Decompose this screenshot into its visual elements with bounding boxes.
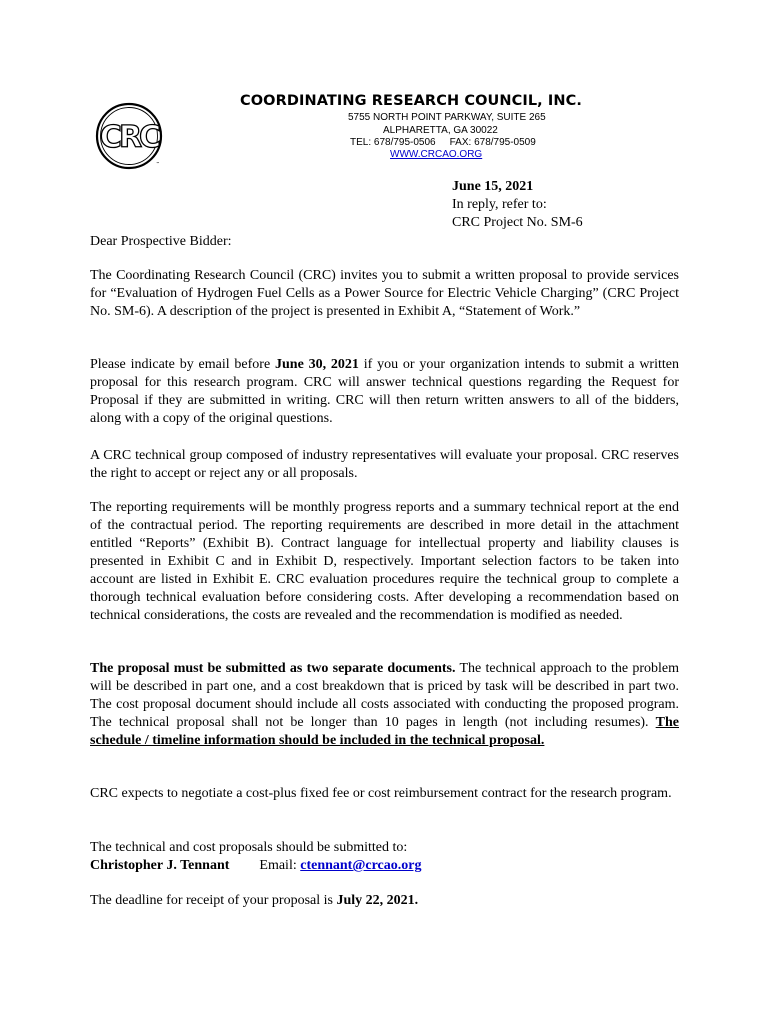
paragraph-evaluation: [90, 447, 679, 483]
paragraph-intent: [90, 356, 679, 428]
paragraph-text: A CRC technical group composed of industry representatives will evaluate your proposal. CRC reserves the right to accept or reject any or all proposals.: [90, 448, 679, 481]
tel-number: TEL: 678/795-0506: [350, 137, 436, 148]
address-line-2: ALPHARETTA, GA 30022: [383, 125, 498, 136]
address-line-1: 5755 NORTH POINT PARKWAY, SUITE 265: [348, 112, 546, 123]
svg-text:™: ™: [156, 161, 160, 166]
logo-text: CRC: [99, 120, 159, 155]
paragraph-text: The deadline for receipt of your proposal is: [90, 893, 337, 908]
paragraph-proposal-format: [90, 660, 679, 750]
paragraph-text: Please indicate by email before: [90, 357, 275, 372]
paragraph-deadline: [90, 892, 679, 910]
proposal-deadline: July 22, 2021.: [336, 893, 419, 908]
fax-number: FAX: 678/795-0509: [449, 137, 536, 148]
project-reference: CRC Project No. SM-6: [452, 215, 583, 230]
reply-line: In reply, refer to:: [452, 197, 547, 212]
website-link[interactable]: WWW.CRCAO.ORG: [390, 149, 483, 160]
contact-name: Christopher J. Tennant: [90, 858, 230, 873]
paragraph-text: The reporting requirements will be monthly progress reports and a summary technical report at the end of the contractual period. The reporting requirements are described in more detail in the attachment entitled “Reports” (Exhibit B). Contract language for intellectual property and liability clauses is presented in Exhibit C and in Exhibit D, respectively. Important selection factors to be taken into account are listed in Exhibit E. CRC evaluation procedures require the technical group to complete a thorough technical evaluation before considering costs. After developing a recommendation based on technical considerations, the costs are revealed and the recommendation is modified as needed.: [90, 500, 679, 623]
paragraph-text: if you or your organization intends to submit a written proposal for this research program. CRC will answer technical questions regarding the Request for Proposal if they are submitted in writing. CRC will then return written answers to all of the bidders, along with a copy of the original questions.: [90, 357, 679, 426]
phone-fax-line: [350, 137, 536, 148]
org-name: COORDINATING RESEARCH COUNCIL, INC.: [240, 93, 583, 109]
crc-logo: [95, 102, 163, 170]
schedule-note: The schedule / timeline information should be included in the technical proposal.: [90, 715, 679, 748]
email-label: Email:: [259, 858, 301, 873]
letter-date: June 15, 2021: [452, 179, 534, 194]
paragraph-contact: [90, 839, 679, 875]
paragraph-text: The technical approach to the problem will be described in part one, and a cost breakdown that is priced by task will be described in part two. The cost proposal document should include all costs associated with conducting the proposed program. The technical proposal shall not be longer than 10 pages in length (not including resumes).: [90, 661, 679, 730]
contact-intro: The technical and cost proposals should be submitted to:: [90, 840, 408, 855]
paragraph-reporting: [90, 499, 679, 625]
salutation: Dear Prospective Bidder:: [90, 234, 232, 249]
paragraph-text: CRC expects to negotiate a cost-plus fixed fee or cost reimbursement contract for the research program.: [90, 786, 672, 801]
paragraph-text: The Coordinating Research Council (CRC) invites you to submit a written proposal to provide services for “Evaluation of Hydrogen Fuel Cells as a Power Source for Electric Vehicle Charging” (CRC Project No. SM-6). A description of the project is presented in Exhibit A, “Statement of Work.”: [90, 268, 679, 319]
paragraph-invitation: [90, 267, 679, 321]
bold-lead: The proposal must be submitted as two separate documents.: [90, 661, 456, 676]
intent-deadline: June 30, 2021: [275, 357, 359, 372]
contact-email-link[interactable]: ctennant@crcao.org: [300, 858, 422, 873]
date-block: [452, 178, 583, 232]
paragraph-contract: [90, 785, 679, 803]
